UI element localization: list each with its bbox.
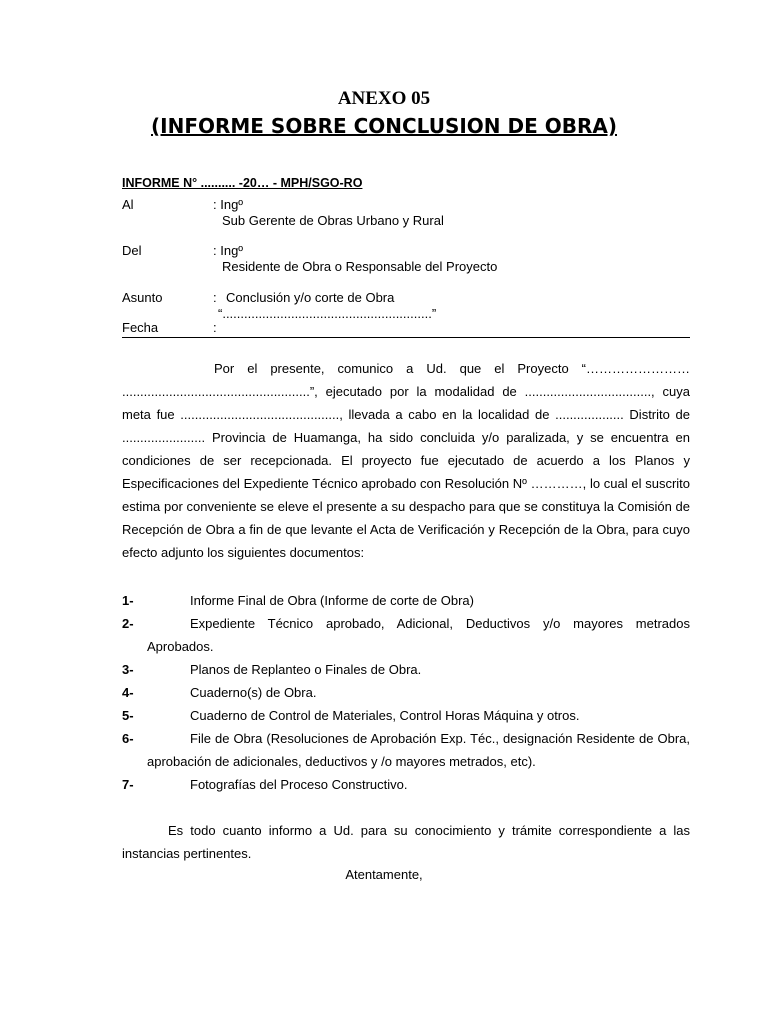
field-al-line1: : Ingº <box>213 197 244 212</box>
annex-heading: ANEXO 05 <box>337 88 431 109</box>
list-item-text: File de Obra (Resoluciones de Aprobación Exp. Téc., designación Residente de Obra, aprobación de adicionales, deductivos y /o mayores metrados, etc). <box>147 731 690 769</box>
field-del-line2: Residente de Obra o Responsable del Proyecto <box>222 259 498 274</box>
list-item <box>122 681 690 704</box>
field-al-label: Al <box>122 197 134 212</box>
header-divider <box>122 337 690 338</box>
field-fecha-label: Fecha <box>122 320 159 335</box>
list-item <box>122 704 690 727</box>
body-paragraph: Por el presente, comunico a Ud. que el Proyecto “…………………… ....................................................”, ejecutado por la modalidad de ..................................., cuya meta fue ............................................, llevada a cabo en la localidad de ................... Distrito de ....................... Provincia de Huamanga, ha sido concluida y/o paralizada, y se encuentra en condiciones de ser recepcionada. El proyecto fue ejecutado de acuerdo a los Planos y Especificaciones del Expediente Técnico aprobado con Resolución Nº …………, lo cual el suscrito estima por conveniente se eleve el presente a su despacho para que se constituya la Comisión de Recepción de Obra a fin de que levante el Acta de Verificación y Recepción de la Obra, para cuyo efecto adjunto los siguientes documentos: <box>122 361 690 560</box>
field-del-line1: : Ingº <box>213 243 244 258</box>
list-item-text: Expediente Técnico aprobado, Adicional, Deductivos y/o mayores metrados Aprobados. <box>147 616 690 654</box>
list-item-text: Cuaderno de Control de Materiales, Control Horas Máquina y otros. <box>190 708 580 723</box>
closing-paragraph: Es todo cuanto informo a Ud. para su conocimiento y trámite correspondiente a las instancias pertinentes. <box>122 823 690 861</box>
list-item <box>122 658 690 681</box>
signoff: Atentamente, <box>345 867 423 882</box>
list-item <box>122 589 690 612</box>
field-asunto-line2: “..........................................................” <box>218 306 437 321</box>
list-item-number: 5- <box>122 708 134 723</box>
list-item-text: Planos de Replanteo o Finales de Obra. <box>190 662 422 677</box>
field-asunto-label: Asunto <box>122 290 163 305</box>
list-item-number: 6- <box>122 731 134 746</box>
list-item-number: 1- <box>122 593 134 608</box>
list-item-text: Fotografías del Proceso Constructivo. <box>190 777 408 792</box>
list-item-text: Informe Final de Obra (Informe de corte de Obra) <box>190 593 474 608</box>
list-item-text: Cuaderno(s) de Obra. <box>190 685 317 700</box>
field-al-line2: Sub Gerente de Obras Urbano y Rural <box>222 213 444 228</box>
field-asunto-line1: Conclusión y/o corte de Obra <box>226 290 395 305</box>
field-asunto-colon: : <box>213 290 217 305</box>
list-item-number: 7- <box>122 777 134 792</box>
list-item <box>122 727 690 773</box>
field-del-label: Del <box>122 243 142 258</box>
list-item <box>122 612 690 658</box>
list-item <box>122 773 690 796</box>
informe-number: INFORME N° .......... -20… - MPH/SGO-RO <box>122 176 363 190</box>
list-item-number: 4- <box>122 685 134 700</box>
list-item-number: 2- <box>122 616 134 631</box>
document-title-text: (INFORME SOBRE CONCLUSION DE OBRA) <box>151 114 617 138</box>
document-title <box>0 114 768 138</box>
field-fecha-colon: : <box>213 320 217 335</box>
list-item-number: 3- <box>122 662 134 677</box>
body-section <box>122 357 690 564</box>
documents-list <box>122 589 690 796</box>
